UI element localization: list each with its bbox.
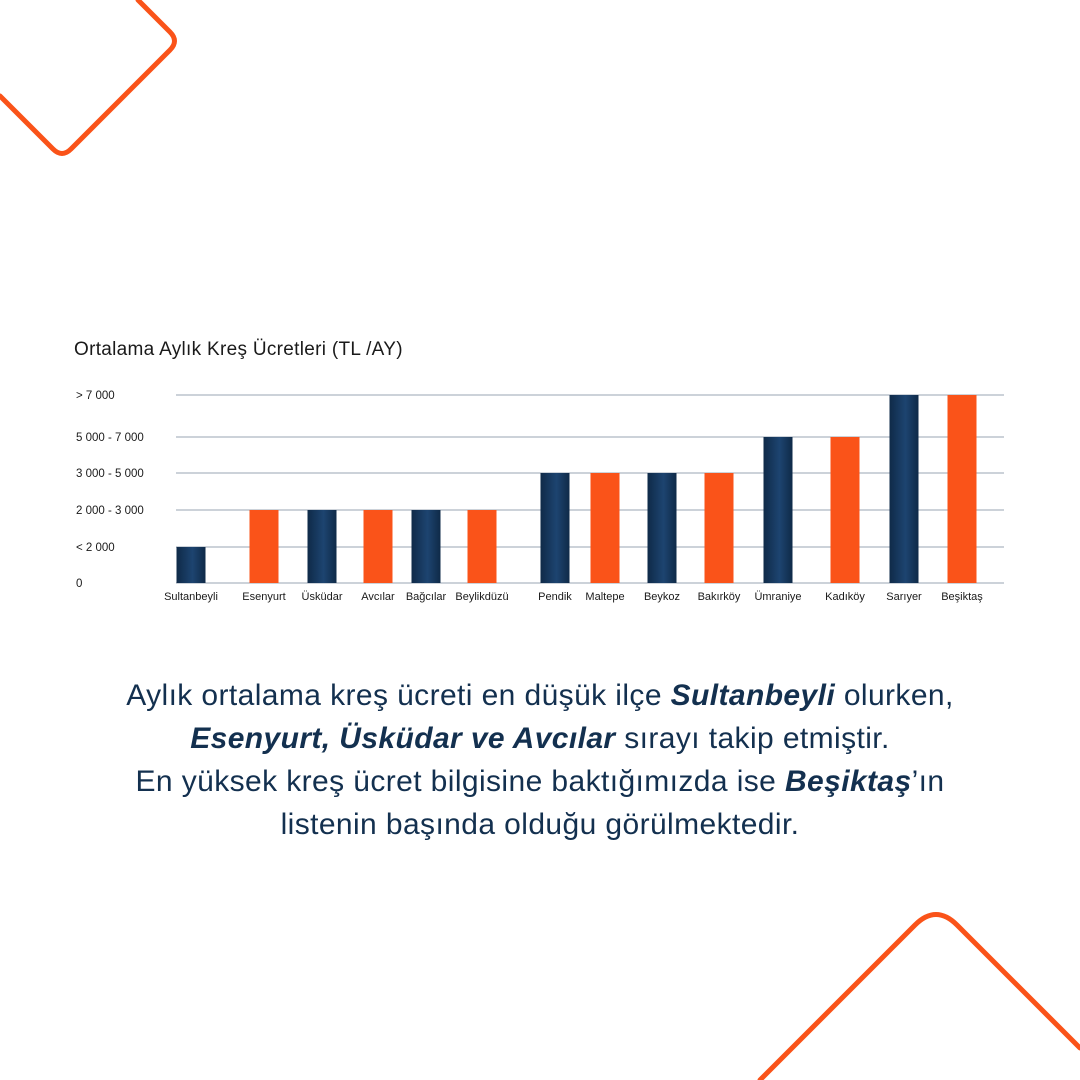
x-tick-label: Bakırköy (697, 591, 741, 603)
y-tick-label: 0 (76, 578, 83, 590)
caption-line-1 (0, 674, 1080, 717)
x-tick-label: Ümraniye (754, 591, 802, 603)
caption-line-2 (0, 717, 1080, 760)
bars (177, 395, 977, 583)
x-tick-label: Beylikdüzü (455, 591, 509, 603)
x-tick-label: Bağcılar (405, 591, 447, 603)
bar (764, 437, 793, 583)
bar (948, 395, 977, 583)
bar (541, 473, 570, 583)
caption-text: olurken, (835, 679, 954, 712)
caption-highlight: Beşiktaş (784, 765, 912, 798)
y-tick-label: > 7 000 (76, 390, 115, 402)
x-tick-label: Pendik (538, 591, 572, 603)
caption-text: ’ın (911, 765, 945, 798)
x-axis-ticks (164, 591, 983, 603)
x-tick-label: Beykoz (643, 591, 681, 603)
x-tick-label: Sultanbeyli (164, 591, 218, 603)
bar (364, 510, 393, 583)
bar (177, 547, 206, 583)
y-tick-label: 5 000 - 7 000 (76, 432, 144, 444)
x-tick-label: Avcılar (361, 591, 395, 603)
x-tick-label: Kadıköy (825, 591, 865, 603)
bar (648, 473, 677, 583)
caption-highlight: Esenyurt, Üsküdar ve Avcılar (190, 722, 616, 755)
caption-text: Aylık ortalama kreş ücreti en düşük ilçe (126, 679, 671, 712)
y-tick-label: 2 000 - 3 000 (76, 505, 144, 517)
y-tick-label: 3 000 - 5 000 (76, 468, 144, 480)
bar (591, 473, 620, 583)
bar (890, 395, 919, 583)
y-axis-ticks (76, 390, 144, 590)
x-tick-label: Sarıyer (886, 591, 922, 603)
x-tick-label: Beşiktaş (941, 591, 983, 603)
caption-text: sırayı takip etmiştir. (615, 722, 890, 755)
bar (705, 473, 734, 583)
x-tick-label: Maltepe (585, 591, 625, 603)
gridlines (176, 395, 1004, 583)
bar (831, 437, 860, 583)
bar (412, 510, 441, 583)
bar (250, 510, 279, 583)
caption-line-4: listenin başında olduğu görülmektedir. (280, 808, 800, 841)
chart-title: Ortalama Aylık Kreş Ücretleri (TL /AY) (74, 339, 403, 360)
caption-line-3 (0, 760, 1080, 803)
x-tick-label: Esenyurt (242, 591, 286, 603)
caption-highlight: Sultanbeyli (670, 679, 836, 712)
summary-caption (0, 674, 1080, 846)
x-tick-label: Üsküdar (301, 591, 343, 603)
bar (468, 510, 497, 583)
bar (308, 510, 337, 583)
caption-text: En yüksek kreş ücret bilgisine baktığımızda ise (135, 765, 785, 798)
y-tick-label: < 2 000 (76, 542, 115, 554)
